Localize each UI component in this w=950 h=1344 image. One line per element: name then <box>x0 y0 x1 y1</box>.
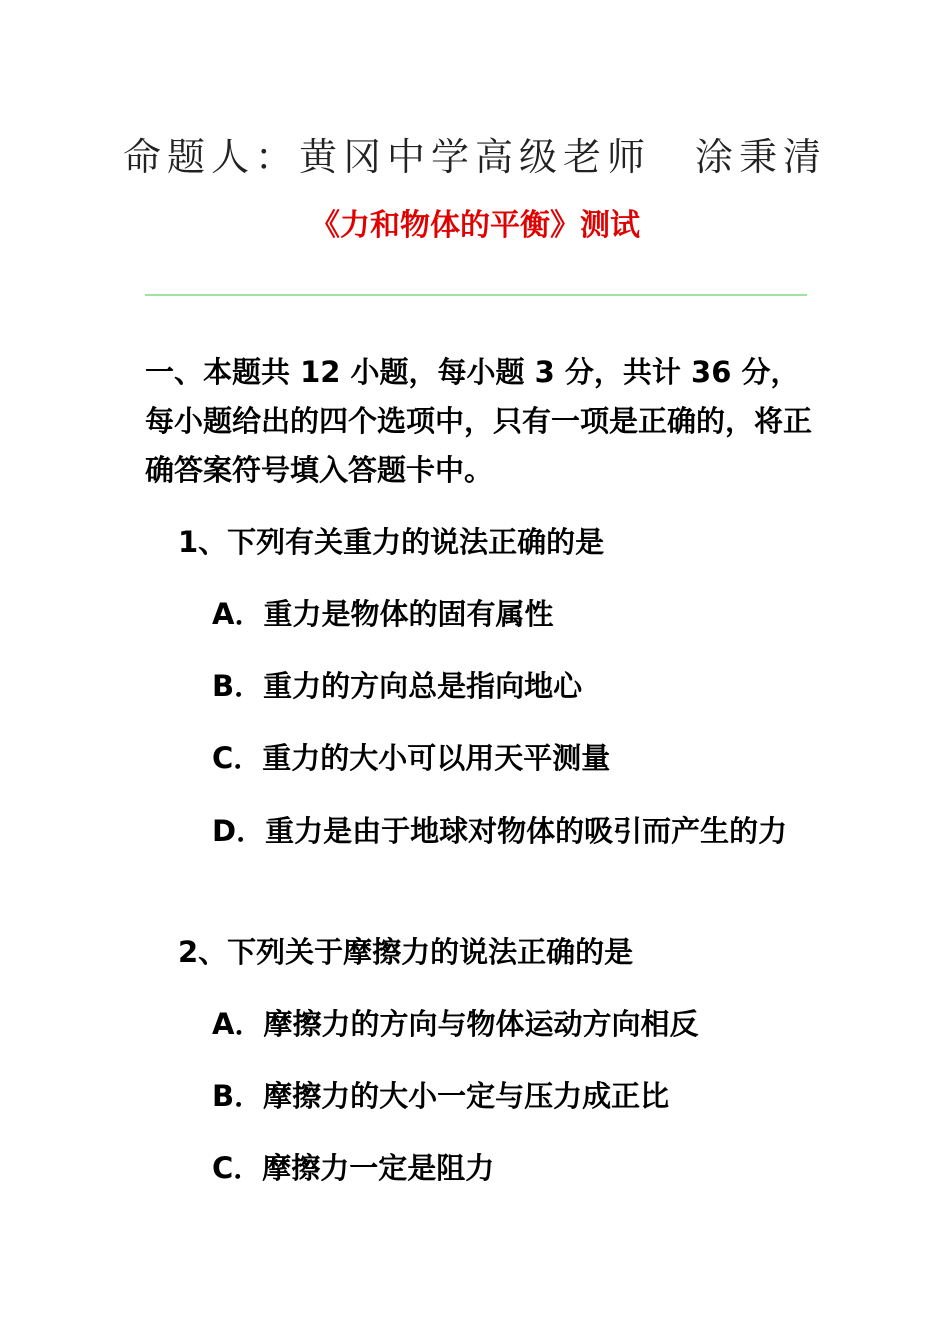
question-2-option-b: B．摩擦力的大小一定与压力成正比 <box>212 1079 670 1113</box>
question-1-option-a: A．重力是物体的固有属性 <box>212 597 554 631</box>
question-1-option-c: C．重力的大小可以用天平测量 <box>212 741 611 775</box>
question-1-option-b: B．重力的方向总是指向地心 <box>212 669 583 703</box>
question-2-option-a: A．摩擦力的方向与物体运动方向相反 <box>212 1007 699 1041</box>
document-title: 《力和物体的平衡》测试 <box>310 208 640 243</box>
question-1-option-d: D．重力是由于地球对物体的吸引而产生的力 <box>212 814 788 848</box>
author-line: 命题人：黄冈中学高级老师 涂秉清 <box>122 135 827 179</box>
question-2-option-c: C．摩擦力一定是阻力 <box>212 1151 495 1185</box>
question-1-stem: 1、下列有关重力的说法正确的是 <box>178 525 605 559</box>
title-divider <box>145 294 807 296</box>
question-2-stem: 2、下列关于摩擦力的说法正确的是 <box>178 935 634 969</box>
section-instructions: 一、本题共 12 小题，每小题 3 分，共计 36 分，每小题给出的四个选项中，只有一项是正确的，将正确答案符号填入答题卡中。 <box>145 355 813 487</box>
